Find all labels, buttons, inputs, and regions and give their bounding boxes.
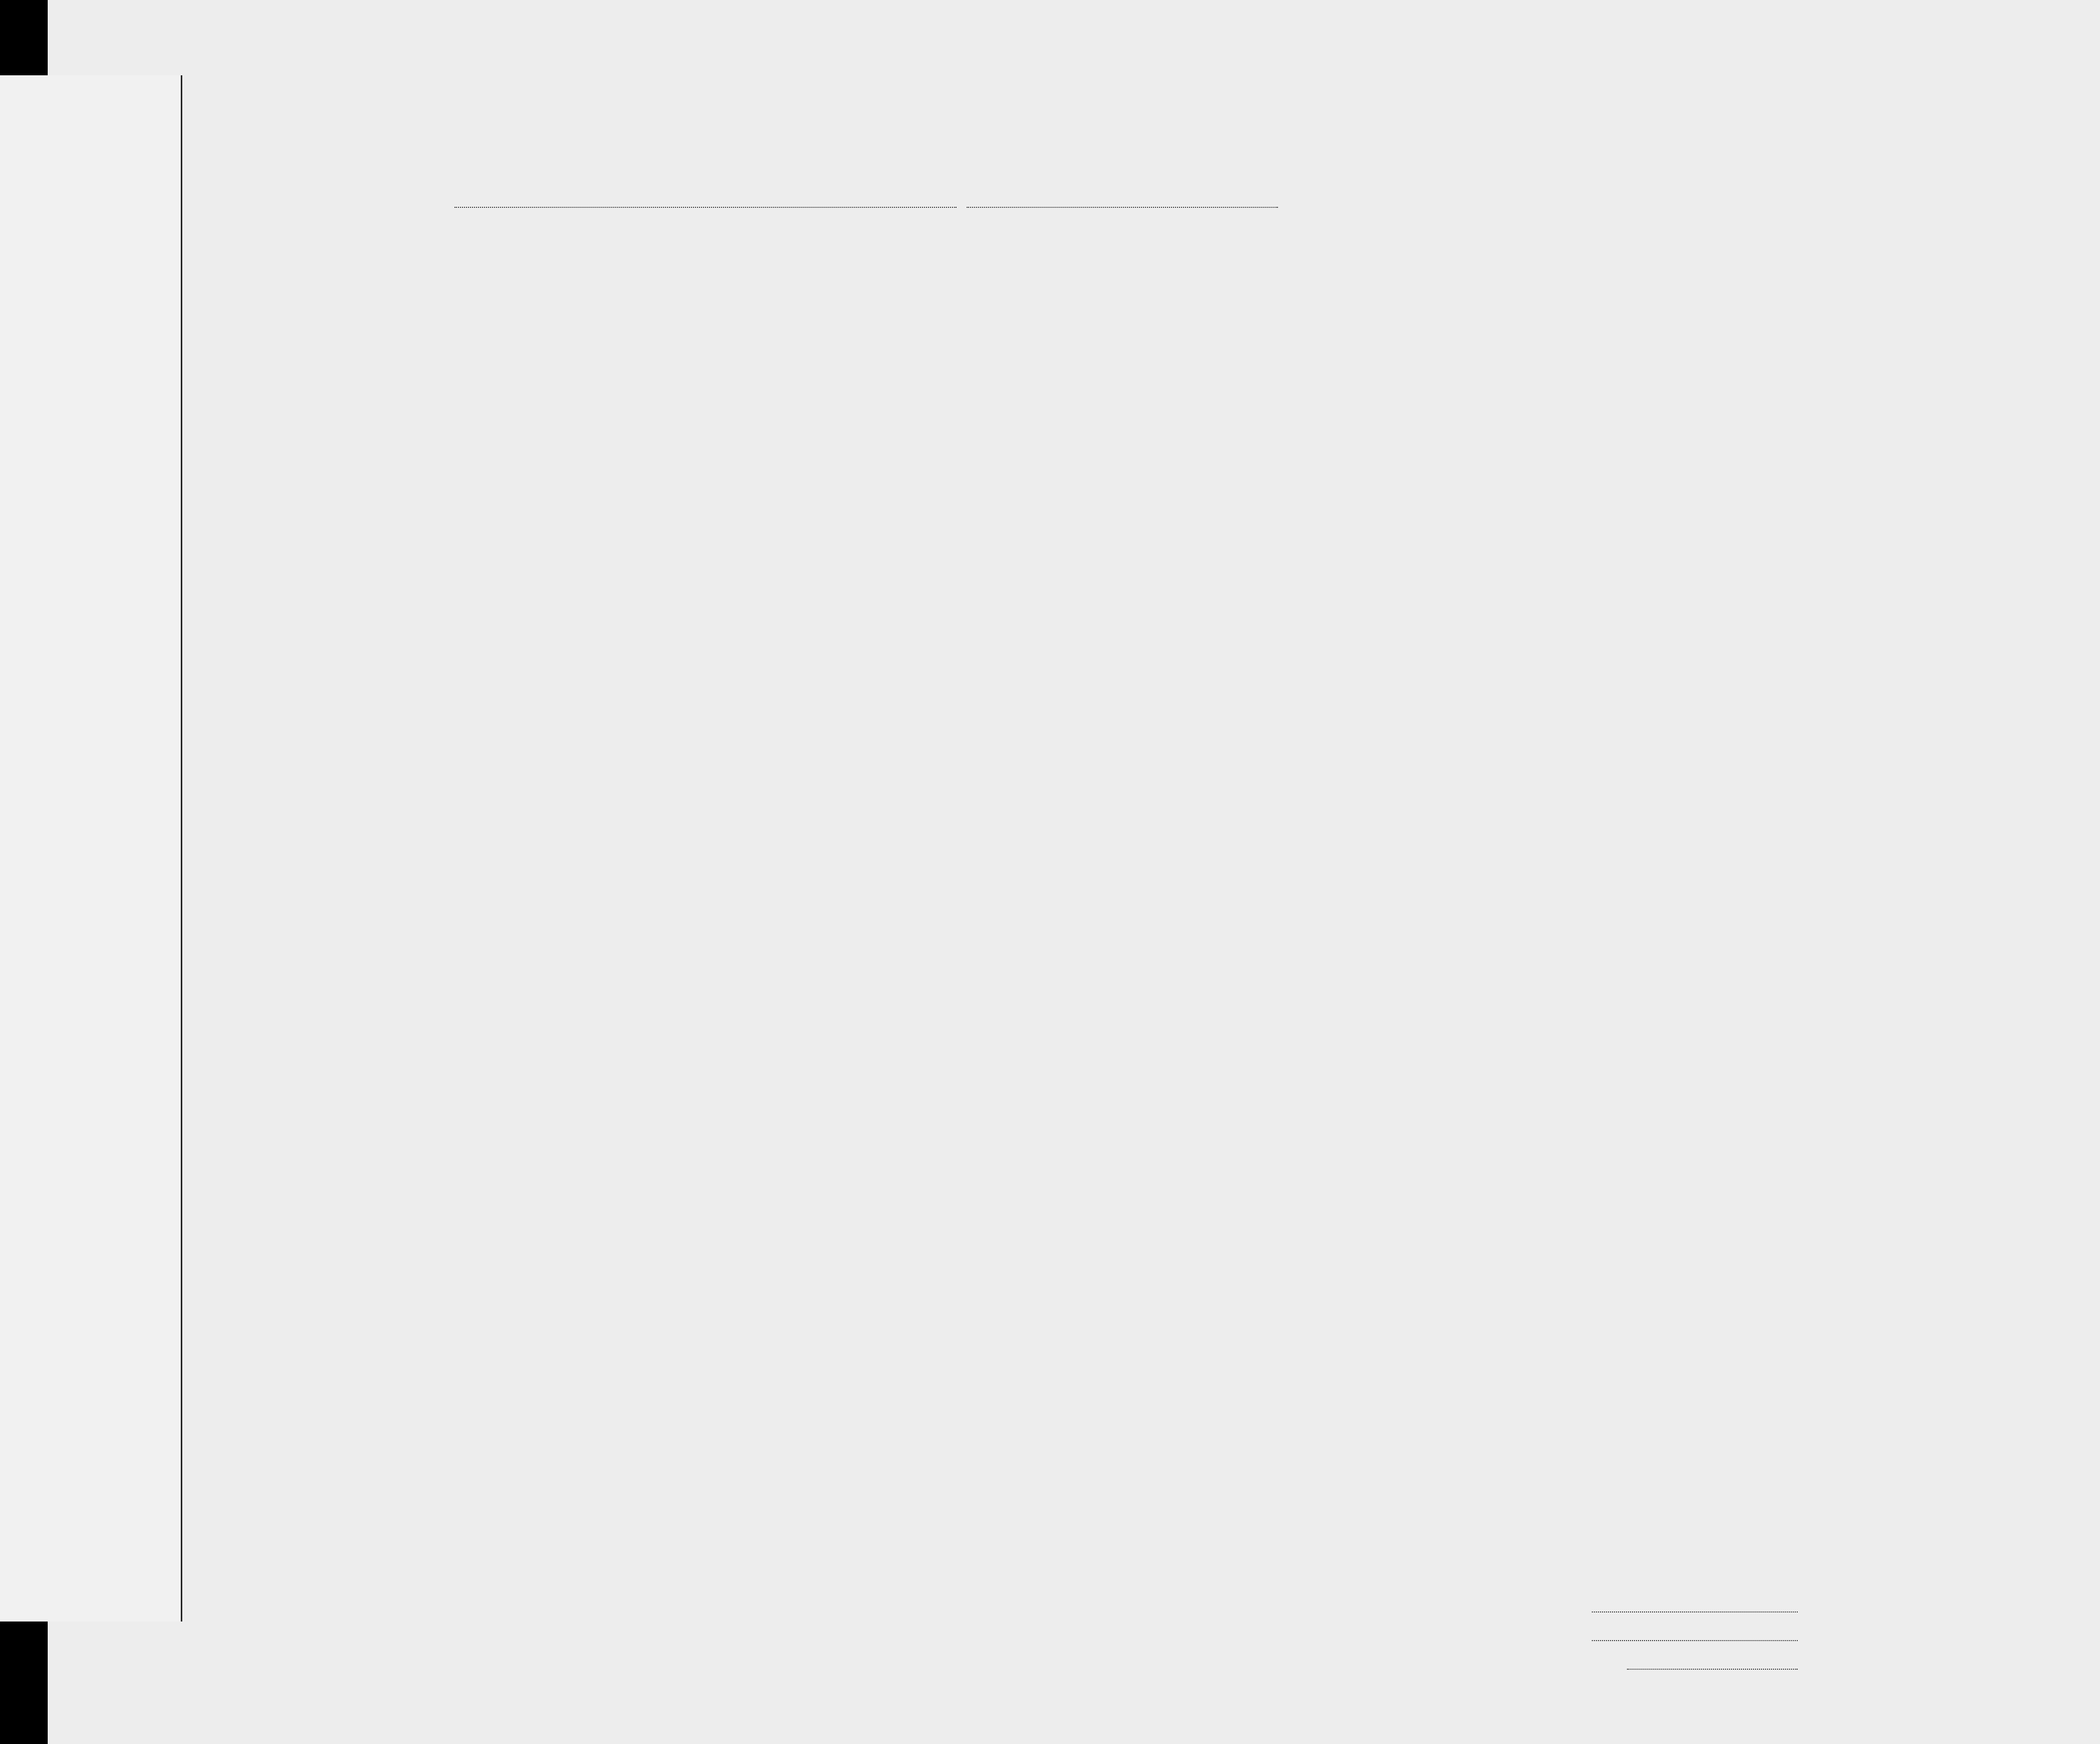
agents-underline (1627, 1669, 1798, 1670)
line-underline (1592, 1611, 1798, 1612)
owners-underline (1592, 1640, 1798, 1641)
